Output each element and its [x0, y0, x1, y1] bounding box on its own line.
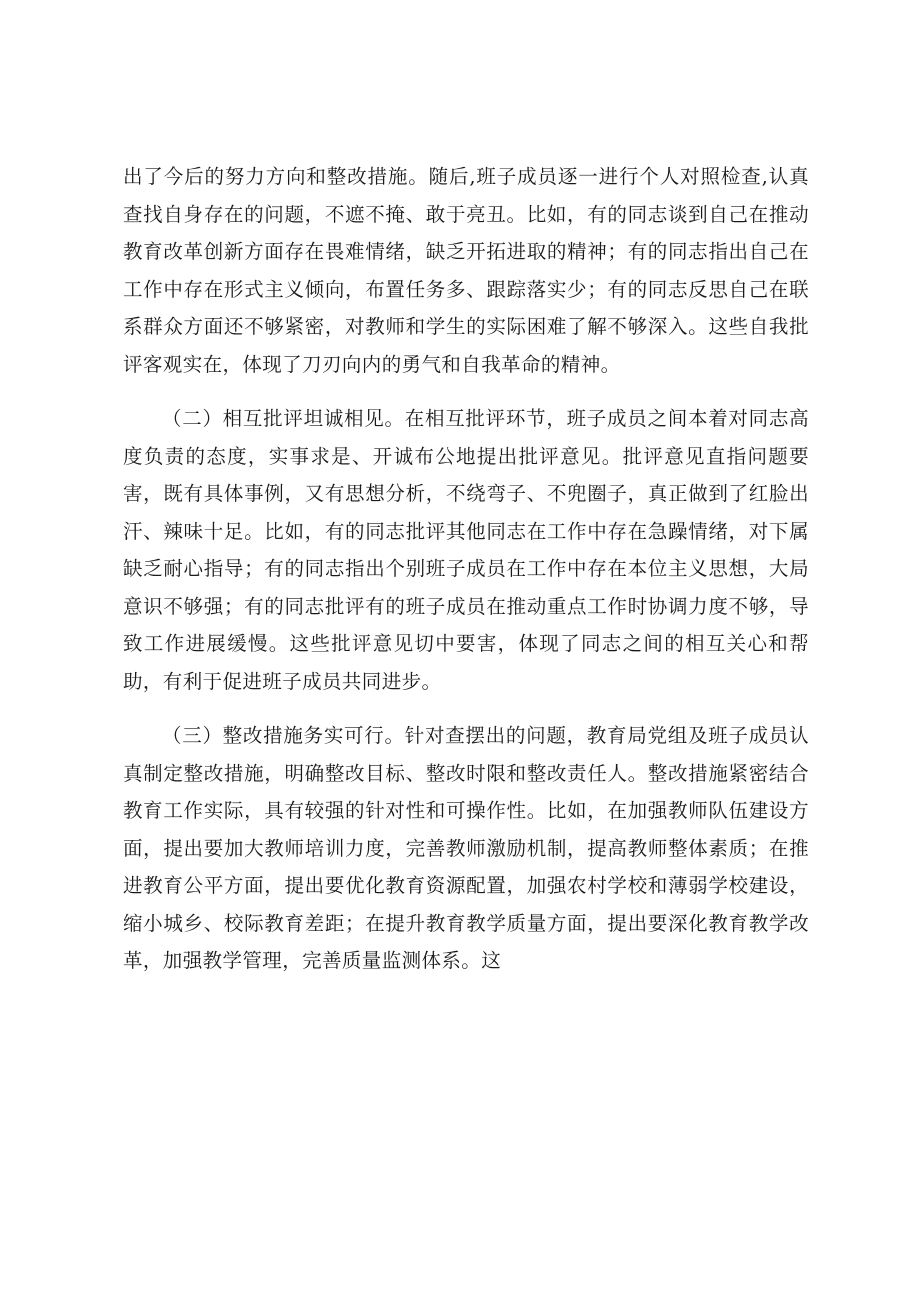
paragraph-mutual-criticism: （二）相互批评坦诚相见。在相互批评环节，班子成员之间本着对同志高度负责的态度，实事求是、开诚布公地提出批评意见。批评意见直指问题要害，既有具体事例，又有思想分析，不绕弯子、不兜圈子，真正做到了红脸出汗、辣味十足。比如，有的同志批评其他同志在工作中存在急躁情绪，对下属缺乏耐心指导；有的同志指出个别班子成员在工作中存在本位主义思想，大局意识不够强；有的同志批评有的班子成员在推动重点工作时协调力度不够，导致工作进展缓慢。这些批评意见切中要害，体现了同志之间的相互关心和帮助，有利于促进班子成员共同进步。	[123, 407, 809, 693]
paragraph-continuation: 出了今后的努力方向和整改措施。随后,班子成员逐一进行个人对照检查,认真查找自身存在的问题，不遮不掩、敢于亮丑。比如，有的同志谈到自己在推动教育改革创新方面存在畏难情绪，缺乏开拓进取的精神；有的同志指出自己在工作中存在形式主义倾向，布置任务多、跟踪落实少；有的同志反思自己在联系群众方面还不够紧密，对教师和学生的实际困难了解不够深入。这些自我批评客观实在，体现了刀刃向内的勇气和自我革命的精神。	[123, 165, 809, 376]
paragraph-rectification-measures: （三）整改措施务实可行。针对查摆出的问题，教育局党组及班子成员认真制定整改措施，明确整改目标、整改时限和整改责任人。整改措施紧密结合教育工作实际，具有较强的针对性和可操作性。比如，在加强教师队伍建设方面，提出要加大教师培训力度，完善教师激励机制，提高教师整体素质；在推进教育公平方面，提出要优化教育资源配置，加强农村学校和薄弱学校建设，缩小城乡、校际教育差距；在提升教育教学质量方面，提出要深化教育教学改革，加强教学管理，完善质量监测体系。这	[123, 724, 809, 972]
body-text	[123, 158, 809, 980]
